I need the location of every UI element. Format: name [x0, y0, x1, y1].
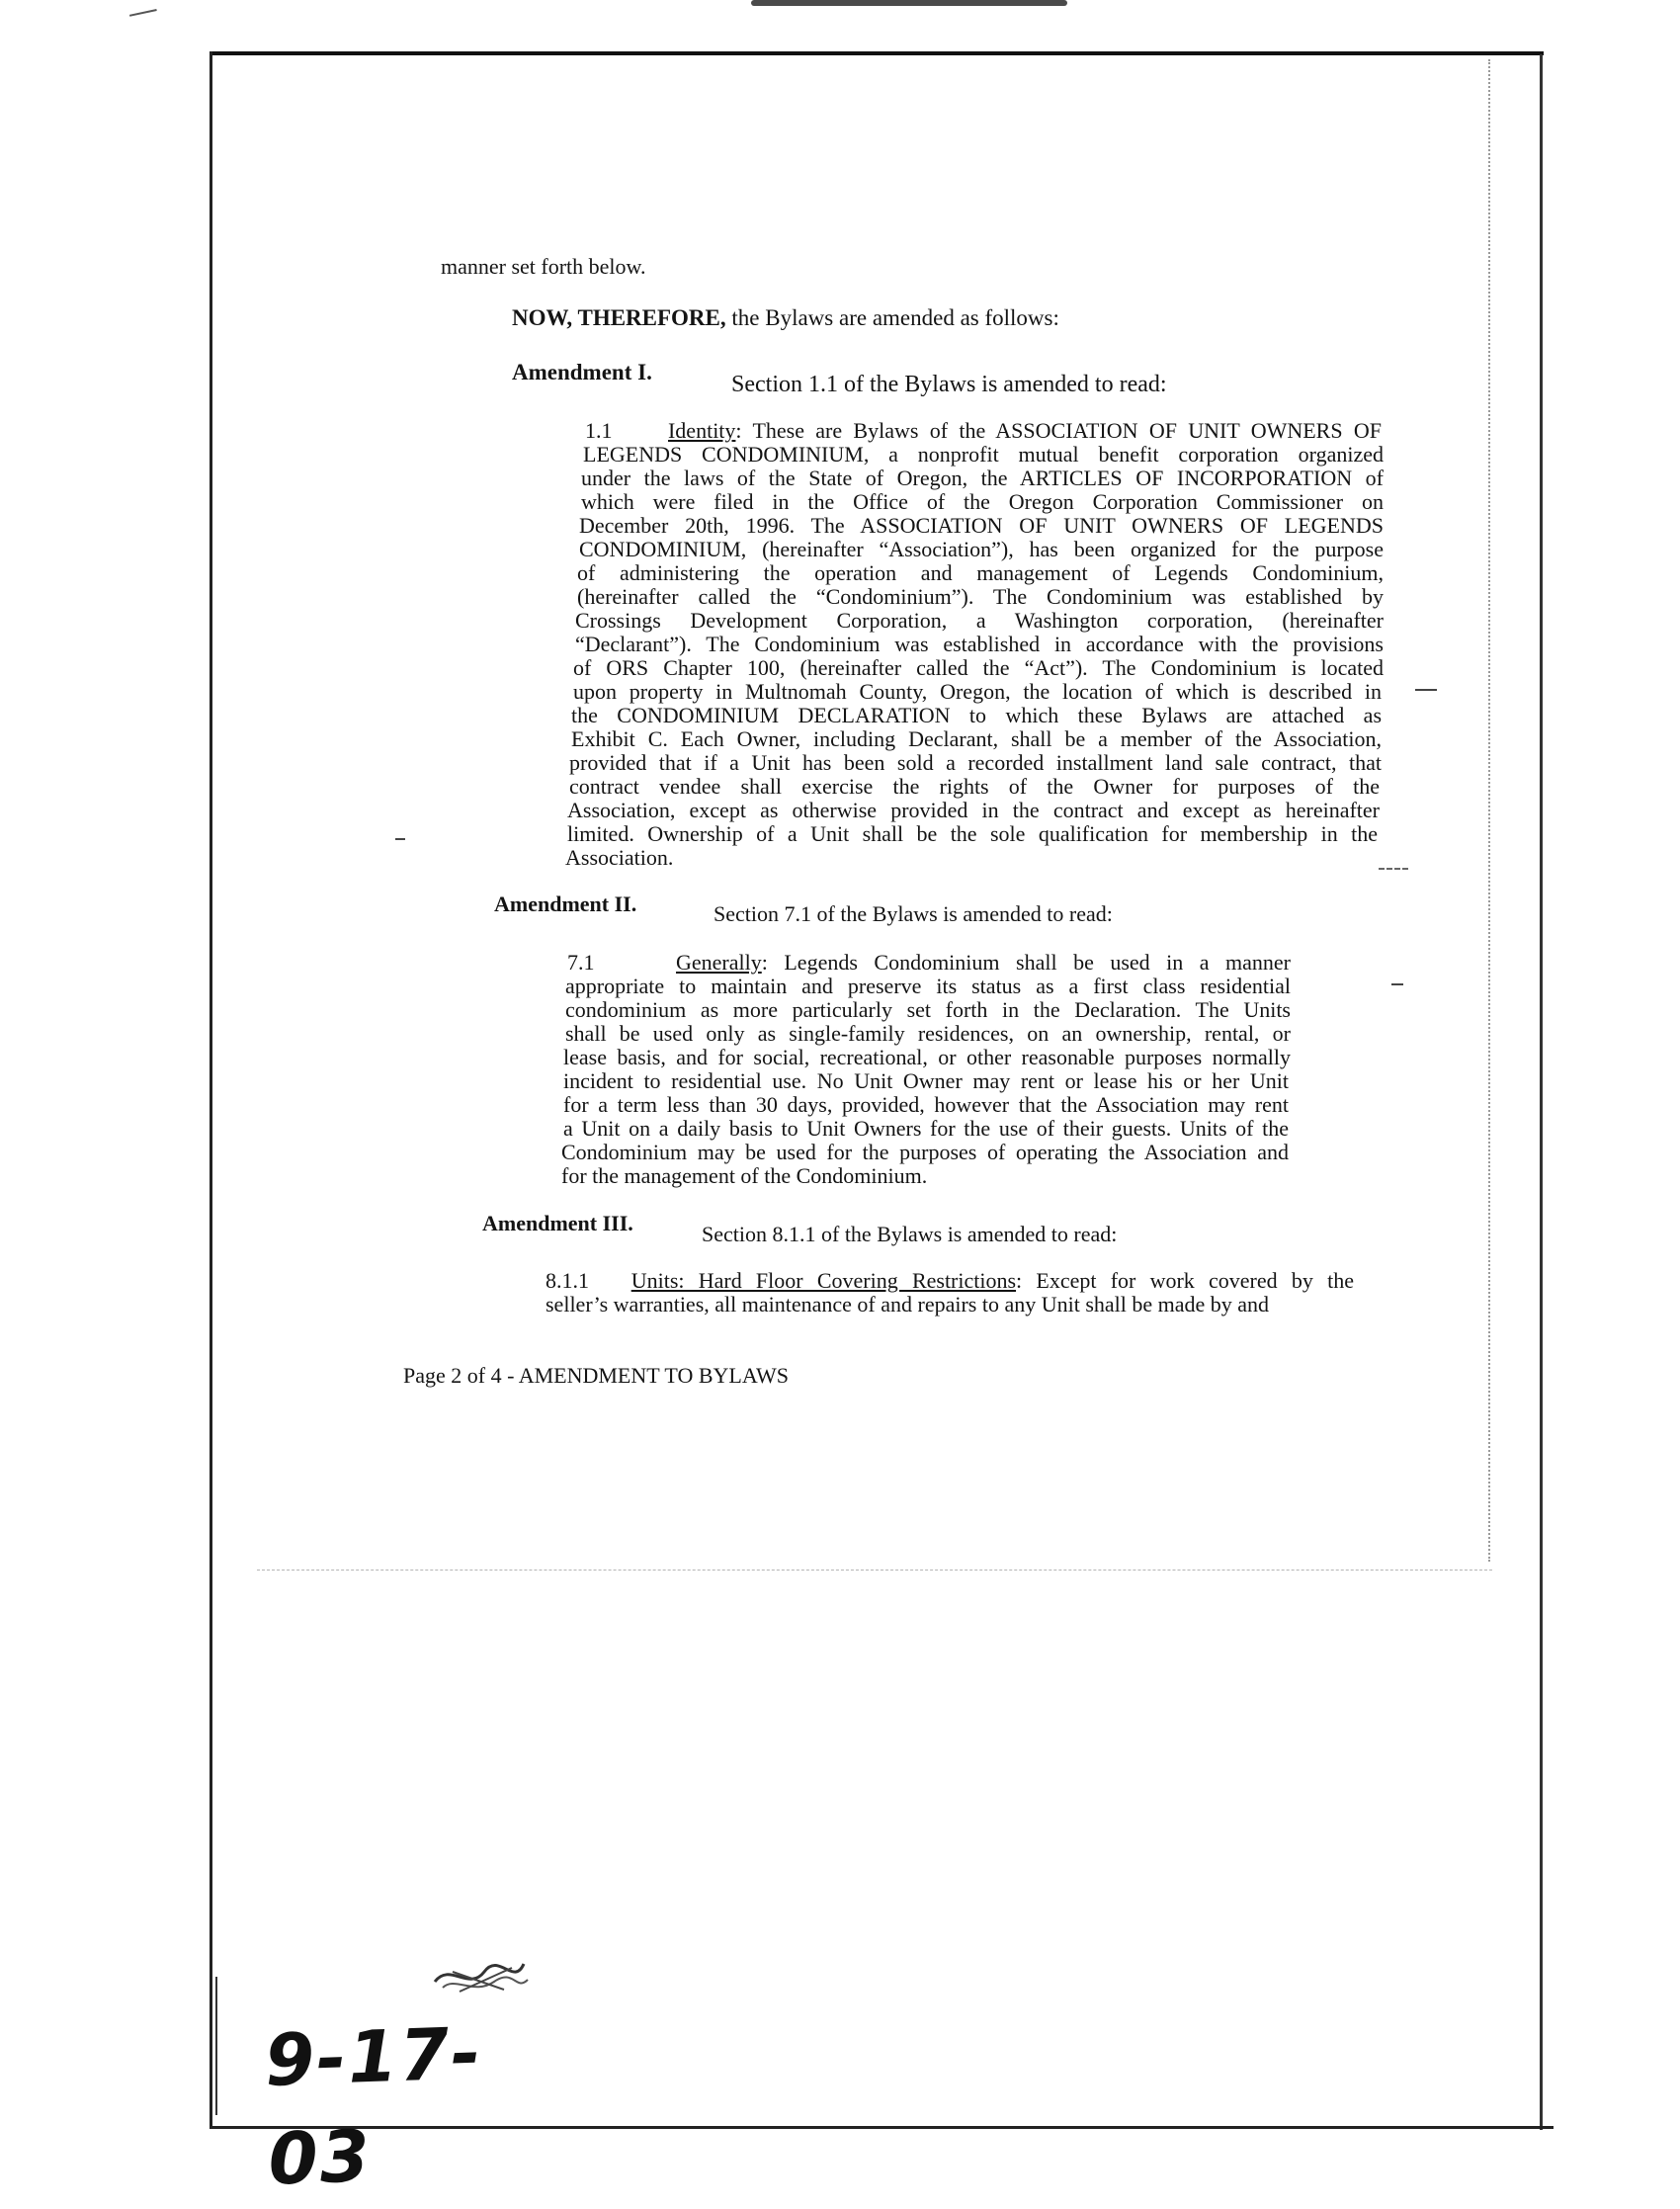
scan-smudge	[751, 0, 1067, 6]
section-text-line: the CONDOMINIUM DECLARATION to which these Bylaws are attached as	[571, 704, 1382, 727]
section-text-line: These are Bylaws of the ASSOCIATION OF UNIT OWNERS OF	[752, 419, 1382, 443]
section-text-line: under the laws of the State of Oregon, the ARTICLES OF INCORPORATION of	[581, 467, 1384, 490]
now-therefore-line	[512, 306, 1059, 330]
section-text-line: Legends Condominium shall be used in a manner	[784, 951, 1291, 975]
margin-mark	[215, 1977, 217, 2115]
scribble-stamp	[425, 1952, 534, 2001]
section-text-line: for the management of the Condominium.	[561, 1163, 928, 1188]
section-text-line: Except for work covered by the	[1036, 1269, 1354, 1293]
section-title: Generally	[676, 951, 762, 975]
scan-mark	[127, 1, 156, 17]
lead-line: manner set forth below.	[441, 254, 646, 279]
section-1-1-line: 1.1 Identity: These are Bylaws of the ASSOCIATION OF UNIT OWNERS OF	[585, 419, 1382, 443]
section-title: Units: Hard Floor Covering Restrictions	[630, 1269, 1017, 1293]
scan-border-bottom	[210, 2126, 1554, 2129]
scan-noise	[1415, 689, 1437, 691]
scan-border-right	[1540, 54, 1543, 2130]
scan-border-top	[210, 51, 1544, 55]
amendment-2-intro: Section 7.1 of the Bylaws is amended to read:	[714, 901, 1113, 926]
section-text-line: (hereinafter called the “Condominium”). The Condominium was established by	[577, 585, 1384, 609]
section-text-line: of administering the operation and management of Legends Condominium,	[577, 561, 1384, 585]
section-text-line: incident to residential use. No Unit Owner may rent or lease his or her Unit	[563, 1069, 1289, 1093]
handwritten-date: 9-17-03	[263, 2011, 484, 2201]
scan-noise	[1379, 868, 1408, 870]
section-text-line: CONDOMINIUM, (hereinafter “Association”), has been organized for the purpose	[579, 538, 1384, 561]
amendment-3-heading: Amendment III.	[482, 1211, 633, 1235]
section-text-line: LEGENDS CONDOMINIUM, a nonprofit mutual benefit corporation organized	[583, 443, 1384, 467]
scan-noise	[1391, 983, 1403, 985]
page-footer: Page 2 of 4 - AMENDMENT TO BYLAWS	[403, 1363, 789, 1388]
section-text-line: appropriate to maintain and preserve its status as a first class residential	[565, 975, 1291, 998]
amendment-3-intro: Section 8.1.1 of the Bylaws is amended to read:	[702, 1222, 1118, 1246]
section-text-line: limited. Ownership of a Unit shall be the sole qualification for membership in the	[567, 822, 1378, 846]
section-number: 1.1	[585, 419, 613, 443]
amendment-1-intro: Section 1.1 of the Bylaws is amended to read:	[731, 372, 1167, 397]
section-text-line: “Declarant”). The Condominium was established in accordance with the provisions	[575, 633, 1384, 656]
section-7-1-line: 7.1 Generally: Legends Condominium shall be used in a manner	[567, 951, 1291, 975]
section-8-1-1-line: 8.1.1 Units: Hard Floor Covering Restrictions: Except for work covered by the	[546, 1269, 1354, 1293]
section-text-line: provided that if a Unit has been sold a recorded installment land sale contract, that	[569, 751, 1382, 775]
now-therefore-text: the Bylaws are amended as follows:	[725, 305, 1059, 330]
section-text-line: lease basis, and for social, recreational, or other reasonable purposes normally	[563, 1046, 1291, 1069]
section-text-line: Crossings Development Corporation, a Washington corporation, (hereinafter	[575, 609, 1384, 633]
section-text-line: for a term less than 30 days, provided, however that the Association may rent	[563, 1093, 1289, 1117]
section-text-line: which were filed in the Office of the Oregon Corporation Commissioner on	[581, 490, 1384, 514]
fax-edge-bottom	[257, 1570, 1492, 1571]
section-text-line: condominium as more particularly set forth in the Declaration. The Units	[565, 998, 1291, 1022]
section-text-line: Association.	[565, 845, 674, 870]
amendment-2-heading: Amendment II.	[494, 892, 637, 916]
section-text-line: upon property in Multnomah County, Oregon, the location of which is described in	[573, 680, 1382, 704]
section-number: 7.1	[567, 951, 595, 975]
section-text-line: Association, except as otherwise provided in the contract and except as hereinafter	[567, 799, 1380, 822]
section-text-line: Exhibit C. Each Owner, including Declarant, shall be a member of the Association,	[571, 727, 1382, 751]
section-text-line: shall be used only as single-family residences, on an ownership, rental, or	[565, 1022, 1291, 1046]
section-title: Identity	[667, 419, 736, 443]
now-therefore-bold: NOW, THEREFORE,	[512, 305, 726, 330]
section-text-line: seller’s warranties, all maintenance of and repairs to any Unit shall be made by and	[546, 1292, 1270, 1317]
section-text-line: December 20th, 1996. The ASSOCIATION OF UNIT OWNERS OF LEGENDS	[579, 514, 1384, 538]
section-text-line: contract vendee shall exercise the rights of the Owner for purposes of the	[569, 775, 1380, 799]
section-text-line: of ORS Chapter 100, (hereinafter called the “Act”). The Condominium is located	[573, 656, 1384, 680]
scan-border-left	[210, 51, 212, 2127]
fax-edge-right	[1488, 59, 1490, 1562]
section-number: 8.1.1	[546, 1269, 589, 1293]
section-text-line: a Unit on a daily basis to Unit Owners for the use of their guests. Units of the	[563, 1117, 1289, 1141]
amendment-1-heading: Amendment I.	[512, 360, 652, 384]
scan-noise	[395, 838, 405, 840]
section-text-line: Condominium may be used for the purposes of operating the Association and	[561, 1141, 1289, 1164]
